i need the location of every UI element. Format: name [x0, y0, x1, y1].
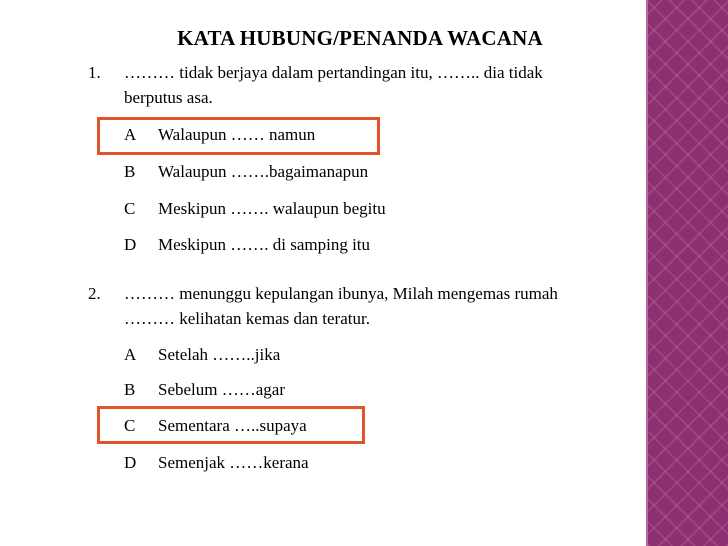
option-text: Walaupun …….bagaimanapun — [158, 162, 369, 181]
option-letter: C — [124, 416, 136, 435]
option-text: Setelah ……..jika — [158, 345, 281, 364]
question-1-number: 1. — [88, 63, 101, 82]
option-letter: C — [124, 199, 136, 218]
option-text: Sebelum ……agar — [158, 380, 285, 399]
question-2-stem-line2: ……… kelihatan kemas dan teratur. — [124, 309, 370, 328]
option-text: Meskipun ……. walaupun begitu — [158, 199, 386, 218]
question-2-stem-line1: ……… menunggu kepulangan ibunya, Milah mengemas rumah — [124, 284, 558, 303]
decorative-side-strip — [648, 0, 728, 546]
option-letter: D — [124, 235, 137, 254]
question-2-number: 2. — [88, 284, 101, 303]
question-1-stem-line1: ……… tidak berjaya dalam pertandingan itu, …….. dia tidak — [124, 63, 543, 82]
option-letter: D — [124, 453, 137, 472]
option-text: Sementara …..supaya — [158, 416, 307, 435]
option-letter: B — [124, 162, 136, 181]
option-text: Walaupun …… namun — [158, 125, 316, 144]
option-letter: A — [124, 125, 137, 144]
question-1-stem-line2: berputus asa. — [124, 88, 213, 107]
option-text: Meskipun ……. di samping itu — [158, 235, 371, 254]
option-letter: A — [124, 345, 137, 364]
page-title: KATA HUBUNG/PENANDA WACANA — [177, 26, 543, 50]
option-text: Semenjak ……kerana — [158, 453, 309, 472]
option-letter: B — [124, 380, 136, 399]
